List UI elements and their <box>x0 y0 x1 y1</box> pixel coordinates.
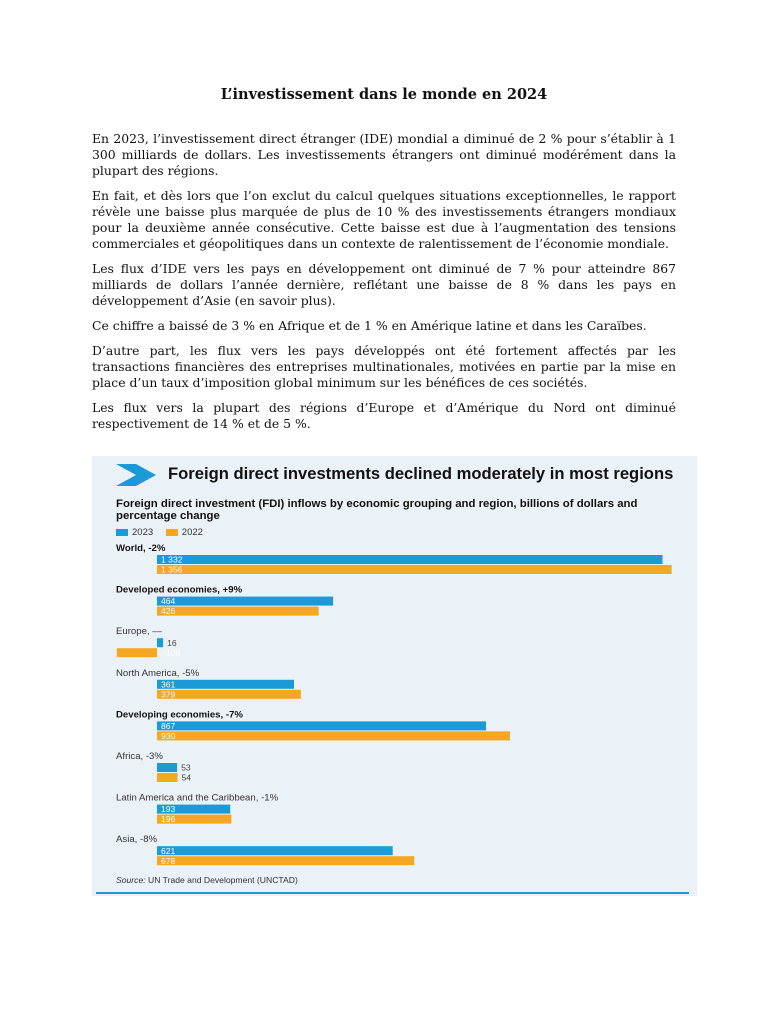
bar-value-label: 678 <box>161 855 176 866</box>
category-label: Developing economies, -7% <box>116 709 243 721</box>
bar-2023 <box>157 846 393 855</box>
paragraph: En fait, et dès lors que l’on exclut du calcul quelques situations exceptionnelles, le rapport révèle une baisse plus marquée de plus de 10 % des investissements étrangers mondiaux pour la deuxième année consécutive. Cette baisse est due à l’augmentation des tensions commerciales et géopolitiques dans un contexte de ralentissement de l’économie mondiale. <box>92 188 676 251</box>
chart-subtitle: Foreign direct investment (FDI) inflows by economic grouping and region, billions of dollars and percentage change <box>116 498 638 522</box>
bar-2023 <box>157 555 662 564</box>
bar-2023 <box>157 763 177 772</box>
bar-value-label: 361 <box>161 679 176 690</box>
document-title: L’investissement dans le monde en 2024 <box>220 86 548 103</box>
bar-2023 <box>157 680 294 689</box>
bar-value-label: 621 <box>161 845 176 856</box>
bar-value-label: 196 <box>161 814 176 825</box>
bar-value-label: 53 <box>181 762 191 773</box>
chart-title: Foreign direct investments declined moderately in most regions <box>168 464 674 483</box>
category-label: Developed economies, +9% <box>116 584 243 596</box>
category-label: World, -2% <box>116 543 166 554</box>
bar-value-label: 1 332 <box>161 554 183 565</box>
bar-value-label: 464 <box>161 596 176 607</box>
category-label: North America, -5% <box>116 667 200 679</box>
source-text: UN Trade and Development (UNCTAD) <box>148 875 298 885</box>
paragraph: D’autre part, les flux vers les pays développés ont été fortement affectés par les transactions financières des entreprises multinationales, motivées en partie par la mise en place d’un taux d’imposition global minimum sur les bénéfices de ces sociétés. <box>92 343 676 390</box>
bar-value-label: −106 <box>161 647 181 658</box>
bar-value-label: 16 <box>167 637 177 648</box>
bar-value-label: 426 <box>161 606 176 617</box>
category-label: Africa, -3% <box>116 751 163 762</box>
bar-2022 <box>157 690 301 699</box>
bar-value-label: 1 356 <box>161 564 183 575</box>
bar-value-label: 54 <box>181 772 192 783</box>
chart-source <box>116 875 298 885</box>
paragraph: Ce chiffre a baissé de 3 % en Afrique et de 1 % en Amérique latine et dans les Caraïbes. <box>92 318 647 333</box>
figure-bottom-rule <box>96 892 689 894</box>
bar-2023 <box>157 597 333 606</box>
paragraph: Les flux d’IDE vers les pays en développement ont diminué de 7 % pour atteindre 867 milliards de dollars l’année dernière, reflétant une baisse de 8 % dans les pays en développement d’Asie (en savoir plus). <box>92 261 676 308</box>
bar-2022 <box>157 731 510 740</box>
legend-label-2023: 2023 <box>132 527 154 538</box>
bar-2023 <box>157 721 486 730</box>
legend-label-2022: 2022 <box>181 527 203 538</box>
bar-value-label: 193 <box>161 804 176 815</box>
bar-value-label: 379 <box>161 689 176 700</box>
bar-value-label: 930 <box>161 731 176 741</box>
source-label: Source: <box>116 875 146 885</box>
paragraph: En 2023, l’investissement direct étranger (IDE) mondial a diminué de 2 % pour s’établir à 1 300 milliards de dollars. Les investissements étrangers ont diminué modérément dans la plupart des régions. <box>92 131 676 178</box>
category-label: Asia, -8% <box>116 834 158 846</box>
bar-2022 <box>157 607 319 616</box>
bar-chart <box>92 456 697 876</box>
document-body <box>92 131 676 441</box>
category-label: Europe, — <box>116 626 162 638</box>
category-label: Latin America and the Caribbean, -1% <box>116 792 279 804</box>
bar-value-label: 867 <box>161 721 176 731</box>
fdi-chart-figure <box>92 456 697 896</box>
bar-2022 <box>157 773 177 782</box>
bar-2023 <box>157 638 163 647</box>
bar-2022 <box>157 856 414 865</box>
bar-2022 <box>157 565 672 574</box>
paragraph: Les flux vers la plupart des régions d’Europe et d’Amérique du Nord ont diminué respectivement de 14 % et de 5 %. <box>92 400 676 431</box>
bar-2022 <box>117 648 157 657</box>
